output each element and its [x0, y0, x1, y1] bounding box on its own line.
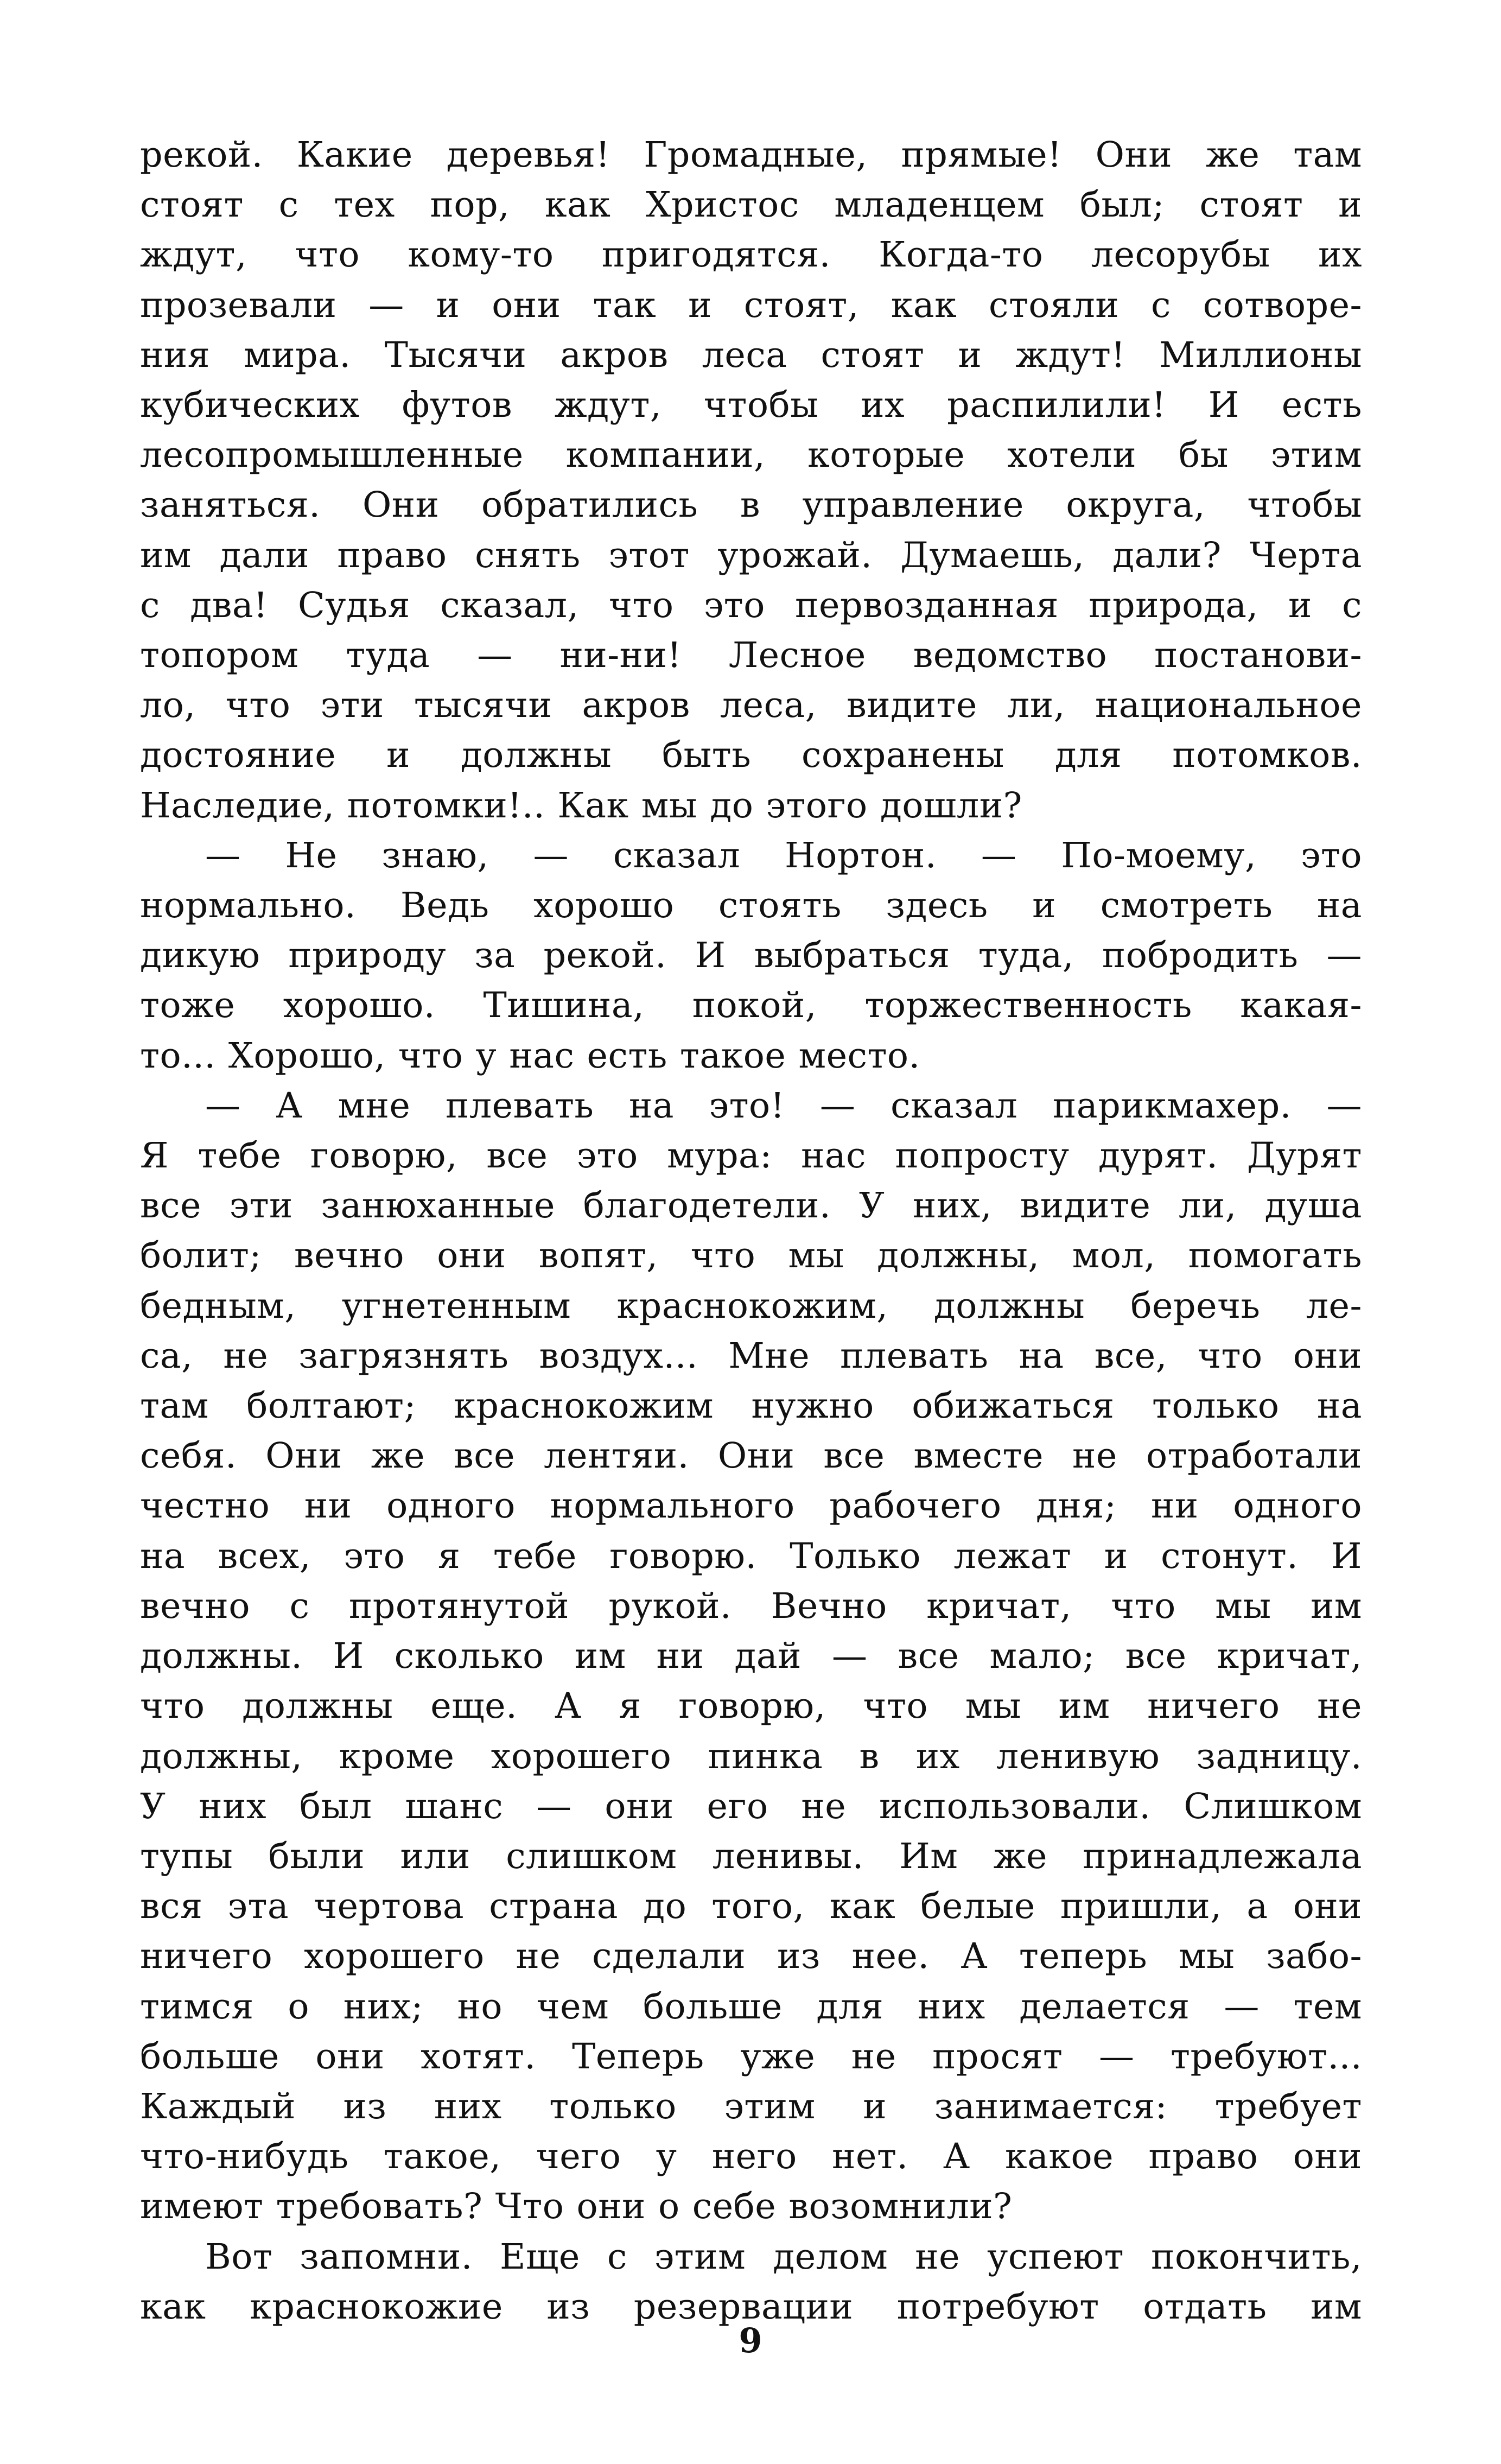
text-line: тимся о них; но чем больше для них делается — тем: [140, 1986, 1362, 2027]
text-line: как краснокожие из резервации потребуют отдать им: [140, 2286, 1362, 2327]
text-line: тоже хорошо. Тишина, покой, торжественность какая-: [140, 985, 1362, 1026]
text-line: честно ни одного нормального рабочего дня; ни одного: [140, 1485, 1362, 1527]
text-line: прозевали — и они так и стоят, как стояли с сотворе-: [140, 284, 1362, 326]
book-page-text: [140, 130, 1362, 2332]
text-line: должны. И сколько им ни дай — все мало; все кричат,: [140, 1636, 1362, 1677]
text-line: достояние и должны быть сохранены для потомков.: [140, 735, 1362, 776]
text-line: ния мира. Тысячи акров леса стоят и ждут! Миллионы: [140, 334, 1362, 376]
paragraph: [140, 831, 1362, 1081]
text-line: нормально. Ведь хорошо стоять здесь и смотреть на: [140, 885, 1362, 926]
text-line: ничего хорошего не сделали из нее. А теперь мы забо-: [140, 1936, 1362, 1977]
text-line: бедным, угнетенным краснокожим, должны беречь ле-: [140, 1285, 1362, 1326]
paragraph: [140, 130, 1362, 831]
text-line: лесопромышленные компании, которые хотели бы этим: [140, 435, 1362, 476]
text-line: — А мне плевать на это! — сказал парикмахер. —: [205, 1085, 1362, 1126]
text-line: Вот запомни. Еще с этим делом не успеют покончить,: [205, 2236, 1362, 2277]
text-line: са, не загрязнять воздух... Мне плевать на все, что они: [140, 1335, 1362, 1376]
text-line: имеют требовать? Что они о себе возомнили?: [140, 2186, 1013, 2227]
text-line: топором туда — ни-ни! Лесное ведомство постанови-: [140, 635, 1362, 676]
text-line: с два! Судья сказал, что это первозданная природа, и с: [140, 585, 1362, 626]
text-line: ло, что эти тысячи акров леса, видите ли, национальное: [140, 685, 1362, 726]
text-line: рекой. Какие деревья! Громадные, прямые! Они же там: [140, 135, 1362, 175]
text-line: что-нибудь такое, чего у него нет. А какое право они: [140, 2136, 1362, 2177]
text-line: заняться. Они обратились в управление округа, чтобы: [140, 485, 1362, 526]
text-line: тупы были или слишком ленивы. Им же принадлежала: [140, 1836, 1362, 1877]
paragraph: [140, 2232, 1362, 2332]
text-line: на всех, это я тебе говорю. Только лежат и стонут. И: [140, 1535, 1362, 1577]
text-line: все эти занюханные благодетели. У них, видите ли, душа: [140, 1185, 1362, 1227]
text-line: — Не знаю, — сказал Нортон. — По-моему, это: [205, 835, 1362, 876]
text-line: болит; вечно они вопят, что мы должны, мол, помогать: [140, 1235, 1362, 1277]
text-line: дикую природу за рекой. И выбраться туда, побродить —: [140, 935, 1362, 976]
text-line: им дали право снять этот урожай. Думаешь, дали? Черта: [140, 535, 1362, 576]
text-line: кубических футов ждут, чтобы их распилили! И есть: [140, 385, 1362, 426]
text-line: Каждый из них только этим и занимается: требует: [140, 2086, 1362, 2127]
text-line: Я тебе говорю, все это мура: нас попросту дурят. Дурят: [140, 1135, 1362, 1177]
text-line: Наследие, потомки!.. Как мы до этого дошли?: [140, 785, 1022, 826]
text-line: стоят с тех пор, как Христос младенцем был; стоят и: [140, 185, 1362, 226]
text-line: У них был шанс — они его не использовали. Слишком: [140, 1786, 1362, 1827]
text-line: ждут, что кому-то пригодятся. Когда-то лесорубы их: [140, 234, 1362, 276]
text-line: там болтают; краснокожим нужно обижаться только на: [140, 1386, 1362, 1427]
text-line: себя. Они же все лентяи. Они все вместе не отработали: [140, 1436, 1362, 1477]
text-line: больше они хотят. Теперь уже не просят — требуют...: [140, 2036, 1362, 2077]
text-line: вся эта чертова страна до того, как белые пришли, а они: [140, 1886, 1362, 1927]
paragraph: [140, 1081, 1362, 2232]
text-line: что должны еще. А я говорю, что мы им ничего не: [140, 1686, 1362, 1727]
page-number: 9: [739, 2321, 762, 2360]
text-line: то... Хорошо, что у нас есть такое место.: [140, 1035, 920, 1076]
text-line: вечно с протянутой рукой. Вечно кричат, что мы им: [140, 1585, 1362, 1627]
text-line: должны, кроме хорошего пинка в их ленивую задницу.: [140, 1736, 1362, 1777]
